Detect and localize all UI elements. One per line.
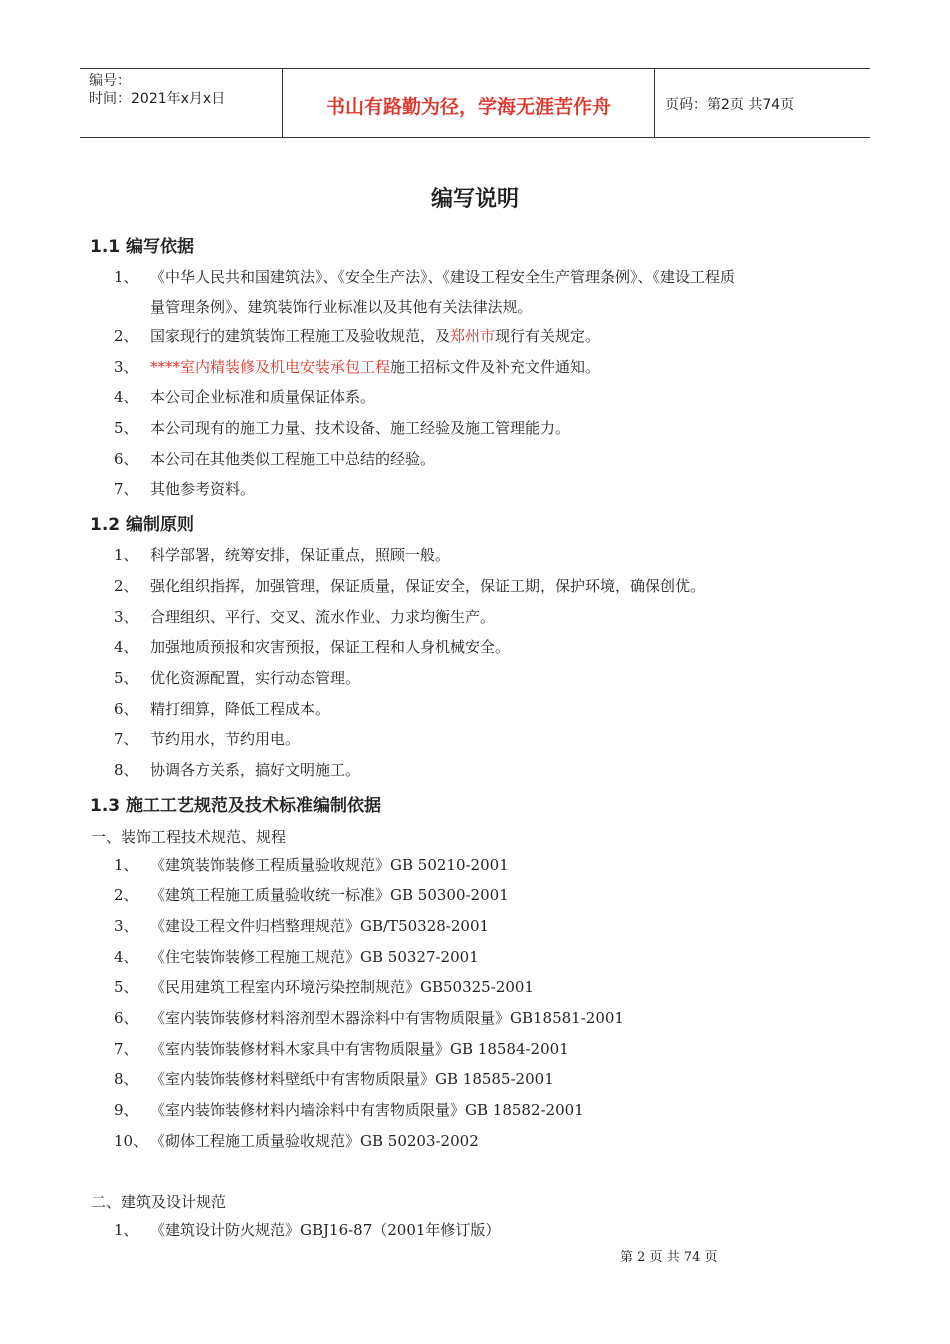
header-motto: 书山有路勤为径，学海无涯苦作舟: [282, 69, 655, 137]
item-number: 5、: [114, 419, 139, 437]
list-item: [114, 1126, 874, 1156]
item-text-line1: 《中华人民共和国建筑法》、《安全生产法》、《建设工程安全生产管理条例》、《建设工程质: [150, 268, 736, 286]
item-text: 《室内装饰装修材料溶剂型木器涂料中有害物质限量》GB18581-2001: [150, 1009, 624, 1027]
item-number: 4、: [114, 948, 139, 966]
item-text: 《建筑设计防火规范》GBJ16-87（2001年修订版）: [150, 1221, 501, 1239]
item-text: 其他参考资料。: [150, 480, 256, 498]
highlight-text: ****室内精装修及机电安装承包工程: [150, 358, 391, 376]
item-text: 《室内装饰装修材料木家具中有害物质限量》GB 18584-2001: [150, 1040, 569, 1058]
item-text: 科学部署，统筹安排，保证重点，照顾一般。: [150, 546, 451, 564]
item-number: 2、: [114, 886, 139, 904]
item-text: 《建筑装饰装修工程质量验收规范》GB 50210-2001: [150, 856, 509, 874]
document-header: [80, 68, 870, 138]
item-number: 5、: [114, 978, 139, 996]
item-text: 优化资源配置，实行动态管理。: [150, 669, 361, 687]
item-text: 现行有关规定。: [495, 327, 601, 345]
item-text: 本公司现有的施工力量、技术设备、施工经验及施工管理能力。: [150, 419, 571, 437]
list-item: [114, 850, 874, 880]
list-item: [114, 880, 874, 910]
item-text: 《建设工程文件归档整理规范》GB/T50328-2001: [150, 917, 490, 935]
list-item: [114, 413, 874, 443]
section-heading-1-1: 1.1 编写依据: [90, 237, 195, 257]
item-number: 6、: [114, 1009, 139, 1027]
header-left-cell: [80, 69, 282, 137]
item-text-line2: 量管理条例》、建筑装饰行业标准以及其他有关法律法规。: [150, 298, 533, 316]
list-item: [114, 474, 874, 504]
item-text: 精打细算，降低工程成本。: [150, 700, 331, 718]
list-item: [114, 602, 874, 632]
item-number: 3、: [114, 358, 139, 376]
list-item: [114, 755, 874, 785]
item-number: 2、: [114, 327, 139, 345]
list-item: [114, 632, 874, 662]
highlight-text: 郑州市: [450, 327, 496, 345]
subheading-decoration-standards: 一、装饰工程技术规范、规程: [91, 828, 287, 846]
list-item: [114, 724, 874, 754]
item-text: 施工招标文件及补充文件通知。: [390, 358, 601, 376]
list-item: [114, 352, 874, 382]
item-number: 3、: [114, 917, 139, 935]
item-number: 7、: [114, 1040, 139, 1058]
item-text: 本公司在其他类似工程施工中总结的经验。: [150, 450, 436, 468]
item-text: 加强地质预报和灾害预报，保证工程和人身机械安全。: [150, 638, 511, 656]
list-item: [114, 444, 874, 474]
list-item: [114, 972, 874, 1002]
item-number: 3、: [114, 608, 139, 626]
list-item: [114, 262, 874, 322]
item-number: 10、: [114, 1132, 149, 1150]
item-number: 1、: [114, 546, 139, 564]
item-text: 《民用建筑工程室内环境污染控制规范》GB50325-2001: [150, 978, 534, 996]
section-heading-1-2: 1.2 编制原则: [90, 515, 195, 535]
list-item: [114, 571, 874, 601]
list-item: [114, 1215, 874, 1245]
page-title: 编写说明: [430, 187, 519, 212]
item-text: 国家现行的建筑装饰工程施工及验收规范，及: [150, 327, 451, 345]
item-number: 2、: [114, 577, 139, 595]
item-number: 7、: [114, 480, 139, 498]
item-number: 9、: [114, 1101, 139, 1119]
item-number: 1、: [114, 1221, 139, 1239]
item-text: 强化组织指挥，加强管理，保证质量，保证安全，保证工期，保护环境，确保创优。: [150, 577, 706, 595]
list-item: [114, 1034, 874, 1064]
item-number: 5、: [114, 669, 139, 687]
time-label: 时间：2021年x月x日: [89, 91, 226, 107]
item-text: 合理组织、平行、交叉、流水作业、力求均衡生产。: [150, 608, 496, 626]
item-text: 《室内装饰装修材料内墙涂料中有害物质限量》GB 18582-2001: [150, 1101, 584, 1119]
item-text: 《砌体工程施工质量验收规范》GB 50203-2002: [150, 1132, 479, 1150]
list-item: [114, 540, 874, 570]
item-text: 节约用水，节约用电。: [150, 730, 301, 748]
item-number: 1、: [114, 268, 139, 286]
item-number: 1、: [114, 856, 139, 874]
item-text: 《建筑工程施工质量验收统一标准》GB 50300-2001: [150, 886, 509, 904]
list-item: [114, 942, 874, 972]
list-item: [114, 1095, 874, 1125]
item-number: 4、: [114, 388, 139, 406]
page-footer: 第 2 页 共 74 页: [620, 1250, 718, 1265]
item-number: 6、: [114, 450, 139, 468]
item-text: 本公司企业标准和质量保证体系。: [150, 388, 376, 406]
section-heading-1-3: 1.3 施工工艺规范及技术标准编制依据: [90, 796, 382, 816]
item-number: 8、: [114, 761, 139, 779]
item-number: 4、: [114, 638, 139, 656]
item-number: 7、: [114, 730, 139, 748]
list-item: [114, 321, 874, 351]
item-number: 8、: [114, 1070, 139, 1088]
item-number: 6、: [114, 700, 139, 718]
item-text: 《室内装饰装修材料壁纸中有害物质限量》GB 18585-2001: [150, 1070, 554, 1088]
list-item: [114, 1064, 874, 1094]
subheading-building-design-standards: 二、建筑及设计规范: [91, 1193, 227, 1211]
list-item: [114, 663, 874, 693]
item-text: 协调各方关系，搞好文明施工。: [150, 761, 361, 779]
header-page-label: 页码：第2页 共74页: [665, 97, 795, 113]
item-text: 《住宅装饰装修工程施工规范》GB 50327-2001: [150, 948, 479, 966]
list-item: [114, 694, 874, 724]
list-item: [114, 911, 874, 941]
list-item: [114, 1003, 874, 1033]
serial-label: 编号：: [89, 73, 131, 89]
list-item: [114, 382, 874, 412]
